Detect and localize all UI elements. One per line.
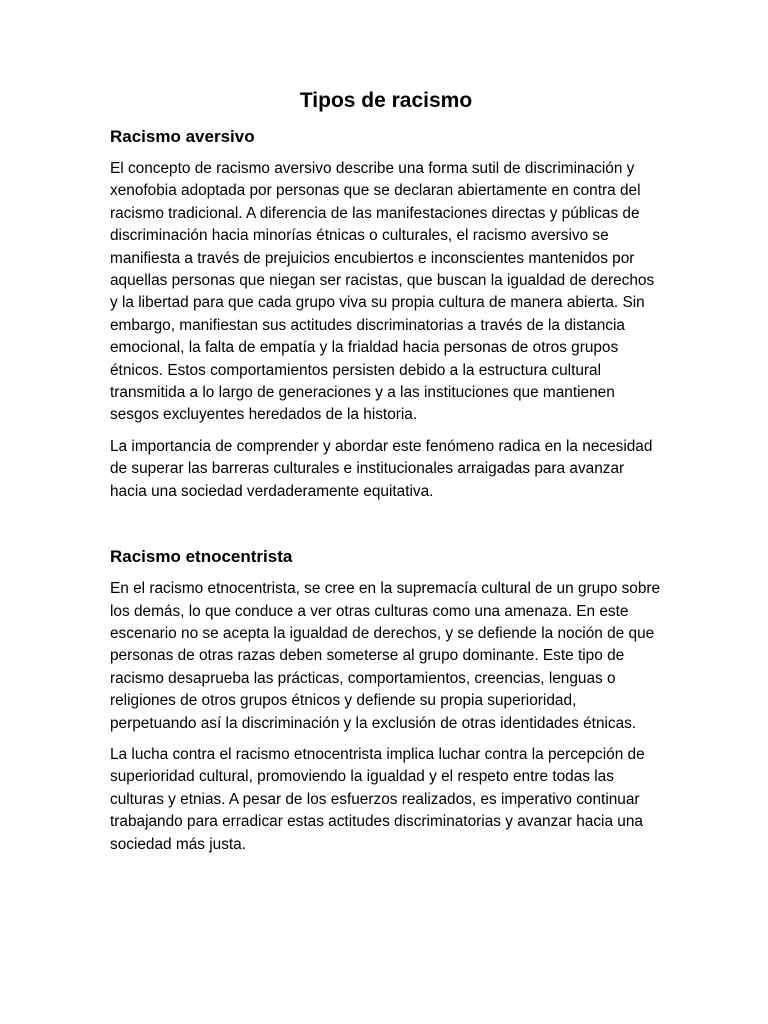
paragraph: La lucha contra el racismo etnocentrista implica luchar contra la percepción de superioridad cultural, promoviendo la igualdad y el respeto entre todas las culturas y etnias. A pesar de los esfuerzos realizados, es imperativo continuar trabajando para erradicar estas actitudes discriminatorias y avanzar hacia una sociedad más justa. bbox=[110, 745, 645, 853]
paragraph: En el racismo etnocentrista, se cree en la supremacía cultural de un grupo sobre los demás, lo que conduce a ver otras culturas como una amenaza. En este escenario no se acepta la igualdad de derechos, y se defiende la noción de que personas de otras razas deben someterse al grupo dominante. Este tipo de racismo desaprueba las prácticas, comportamientos, creencias, lenguas o religiones de otros grupos étnicos y defiende su propia superioridad, perpetuando así la discriminación y la exclusión de otras identidades étnicas. bbox=[110, 580, 661, 732]
document-title: Tipos de racismo bbox=[299, 89, 473, 112]
section-racismo-etnocentrista bbox=[110, 544, 662, 856]
section-racismo-aversivo bbox=[110, 124, 662, 503]
section-heading: Racismo aversivo bbox=[110, 127, 255, 146]
document-page bbox=[110, 86, 662, 865]
section-spacer bbox=[110, 512, 662, 544]
paragraph: La importancia de comprender y abordar este fenómeno radica en la necesidad de superar las barreras culturales e institucionales arraigadas para avanzar hacia una sociedad verdaderamente equitativa. bbox=[110, 437, 653, 500]
paragraph: El concepto de racismo aversivo describe una forma sutil de discriminación y xenofobia adoptada por personas que se declaran abiertamente en contra del racismo tradicional. A diferencia de las manifestaciones directas y públicas de discriminación hacia minorías étnicas o culturales, el racismo aversivo se manifiesta a través de prejuicios encubiertos e inconscientes mantenidos por aquellas personas que niegan ser racistas, que buscan la igualdad de derechos y la libertad para que cada grupo viva su propia cultura de manera abierta. Sin embargo, manifiestan sus actitudes discriminatorias a través de la distancia emocional, la falta de empatía y la frialdad hacia personas de otros grupos étnicos. Estos comportamientos persisten debido a la estructura cultural transmitida a lo largo de generaciones y a las instituciones que mantienen sesgos excluyentes heredados de la historia. bbox=[110, 160, 655, 424]
section-heading: Racismo etnocentrista bbox=[110, 547, 293, 567]
